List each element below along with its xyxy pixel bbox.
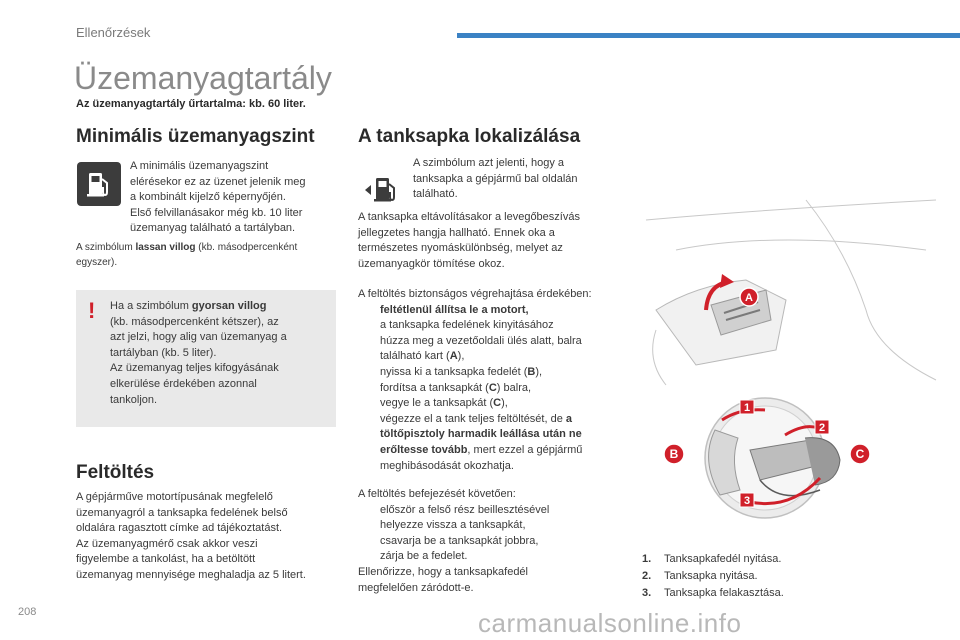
list-item [358, 396, 633, 412]
text-line: A minimális üzemanyagszint [130, 160, 269, 172]
text-line: jellegzetes hangja hallható. Ennek oka a [358, 226, 555, 239]
after-filling-steps [358, 487, 633, 596]
text-line: tankoljon. [110, 393, 158, 406]
text-line: A feltöltés biztonságos végrehajtása érdekében: [358, 288, 592, 300]
text-line: tanksapka a gépjármű bal oldalán [413, 172, 578, 185]
callout-b [664, 444, 684, 464]
caption-text: Tanksapka felakasztása. [664, 587, 784, 599]
text-line: A szimbólum azt jelenti, hogy a [413, 157, 565, 169]
text-line: üzemanyagról a tanksapka fedelének belső [76, 506, 288, 519]
text-line: üzemanyagkör tömítése okoz. [358, 257, 505, 270]
slow-blink-note [76, 240, 341, 270]
callout-b-label: B [669, 447, 679, 461]
callout-1-label: 1 [743, 402, 751, 414]
minimal-level-heading: Minimális üzemanyagszint [76, 126, 315, 147]
text-line: Az üzemanyagmérő csak akkor veszi [76, 537, 258, 550]
text-line: A feltöltés befejezését követően: [358, 488, 516, 500]
fuel-side-indicator-icon [359, 168, 403, 212]
text-line: oldalára ragasztott címke ad tájékoztatást. [76, 522, 283, 535]
page-number: 208 [18, 606, 37, 618]
bold-span: C [493, 397, 502, 410]
filling-description [76, 490, 346, 584]
text-line: tartályban (kb. 5 liter). [110, 346, 217, 359]
safe-filling-steps [358, 287, 633, 474]
text-line: figyelembe a tankolást, ha a betöltött [76, 553, 256, 566]
text-line: természetes nyomáskülönbség, melyet az [358, 242, 563, 255]
text-line: elkerülése érdekében azonnal [110, 377, 257, 390]
text-line: húzza meg a vezetőoldali ülés alatt, balra [380, 334, 582, 347]
diagram-caption-list [642, 551, 784, 602]
caption-item [642, 585, 784, 602]
text-span: ) balra, [496, 381, 532, 394]
bold-span: töltőpisztoly harmadik leállása után ne [380, 428, 582, 441]
text-line: a kombinált kijelző képernyőjén. [130, 191, 286, 204]
callout-2 [815, 420, 829, 434]
watermark: carmanualsonline.info [478, 608, 742, 638]
text-line: található. [413, 188, 458, 201]
text-span: ), [457, 350, 465, 363]
text-line: Az üzemanyag teljes kifogyásának [110, 362, 279, 375]
page-title: Üzemanyagtartály [74, 60, 332, 96]
bold-span: feltétlenül állítsa le a motort, [380, 303, 529, 316]
warning-exclamation-icon: ! [88, 298, 96, 323]
text-span: végezze el a tank teljes feltöltését, de [380, 412, 566, 425]
text-span: található kart ( [380, 350, 450, 363]
filling-heading: Feltöltés [76, 462, 155, 483]
list-item [358, 381, 633, 397]
text-span: Ha a szimbólum [110, 300, 192, 312]
text-line: helyezze vissza a tanksapkát, [380, 519, 526, 532]
air-intake-noise-note [358, 210, 628, 272]
text-line: A tanksapka eltávolításakor a levegőbeszívás [358, 211, 580, 223]
list-item [358, 303, 633, 319]
bold-span: erőltesse tovább [380, 443, 468, 456]
text-span: (kb. másodpercenként [195, 242, 298, 253]
callout-a [740, 288, 758, 306]
list-item [358, 412, 633, 474]
callout-c [850, 444, 870, 464]
header-section-title: Ellenőrzések [76, 25, 151, 40]
list-item [358, 503, 633, 534]
callout-3 [740, 493, 754, 507]
callout-c-label: C [855, 447, 865, 461]
fuel-cap-illustration [660, 390, 880, 540]
tank-cap-heading: A tanksapka lokalizálása [358, 126, 581, 147]
caption-item [642, 568, 784, 585]
text-span: A szimbólum [76, 242, 136, 253]
caption-number: 1. [642, 553, 652, 565]
callout-a-label: A [745, 292, 753, 304]
minimal-level-description [130, 159, 340, 237]
tank-side-description [413, 156, 613, 203]
text-line: üzemanyag mennyisége meghaladja az 5 litert. [76, 568, 306, 581]
bold-span: A [449, 350, 458, 363]
warning-text [110, 299, 325, 408]
caption-text: Tanksapkafedél nyitása. [664, 553, 782, 565]
header-accent-bar [457, 33, 960, 38]
text-line: (kb. másodpercenként kétszer), az [110, 315, 279, 328]
text-line: a tanksapka fedelének kinyitásához [380, 319, 554, 332]
text-span: fordítsa a tanksapkát ( [380, 381, 489, 394]
text-span: ), [535, 365, 543, 378]
caption-text: Tanksapka nyitása. [664, 570, 758, 582]
text-span: zárja be a fedelet. [380, 550, 468, 563]
text-line: megfelelően záródott-e. [358, 581, 474, 594]
list-item [358, 318, 633, 365]
bold-span: lassan villog [135, 242, 196, 253]
text-line: elérésekor ez az üzenet jelenik meg [130, 175, 306, 188]
text-span: vegye le a tanksapkát ( [380, 397, 494, 410]
list-item [358, 365, 633, 381]
bold-span: gyorsan villog [191, 300, 267, 312]
list-item [358, 549, 633, 565]
text-span: ), [501, 397, 508, 410]
text-span: , mert ezzel a gépjármű [467, 443, 583, 456]
text-line: először a felső rész beillesztésével [380, 503, 550, 516]
text-span: csavarja be a tanksapkát jobbra, [380, 534, 539, 547]
callout-3-label: 3 [743, 495, 751, 507]
text-span: nyissa ki a tanksapka fedelét ( [380, 365, 528, 378]
list-item [358, 534, 633, 550]
text-line: meghibásodását okozhatja. [380, 459, 514, 472]
text-line: Első felvillanásakor még kb. 10 liter [130, 206, 303, 219]
lever-location-illustration [636, 190, 946, 390]
text-line: azt jelzi, hogy alig van üzemanyag a [110, 331, 287, 344]
callout-1 [740, 400, 754, 414]
bold-span: C [488, 381, 497, 394]
callout-2-label: 2 [818, 422, 826, 434]
text-line: üzemanyag található a tartályban. [130, 222, 296, 235]
caption-number: 3. [642, 587, 652, 599]
page-subtitle: Az üzemanyagtartály űrtartalma: kb. 60 liter. [76, 98, 306, 110]
bold-span: a [565, 412, 573, 425]
text-line: egyszer). [76, 257, 118, 268]
caption-number: 2. [642, 570, 652, 582]
fuel-pump-warning-icon [77, 162, 121, 206]
caption-item [642, 551, 784, 568]
bold-span: B [527, 365, 536, 378]
text-line: Ellenőrizze, hogy a tanksapkafedél [358, 565, 528, 578]
text-line: A gépjárműve motortípusának megfelelő [76, 491, 273, 503]
